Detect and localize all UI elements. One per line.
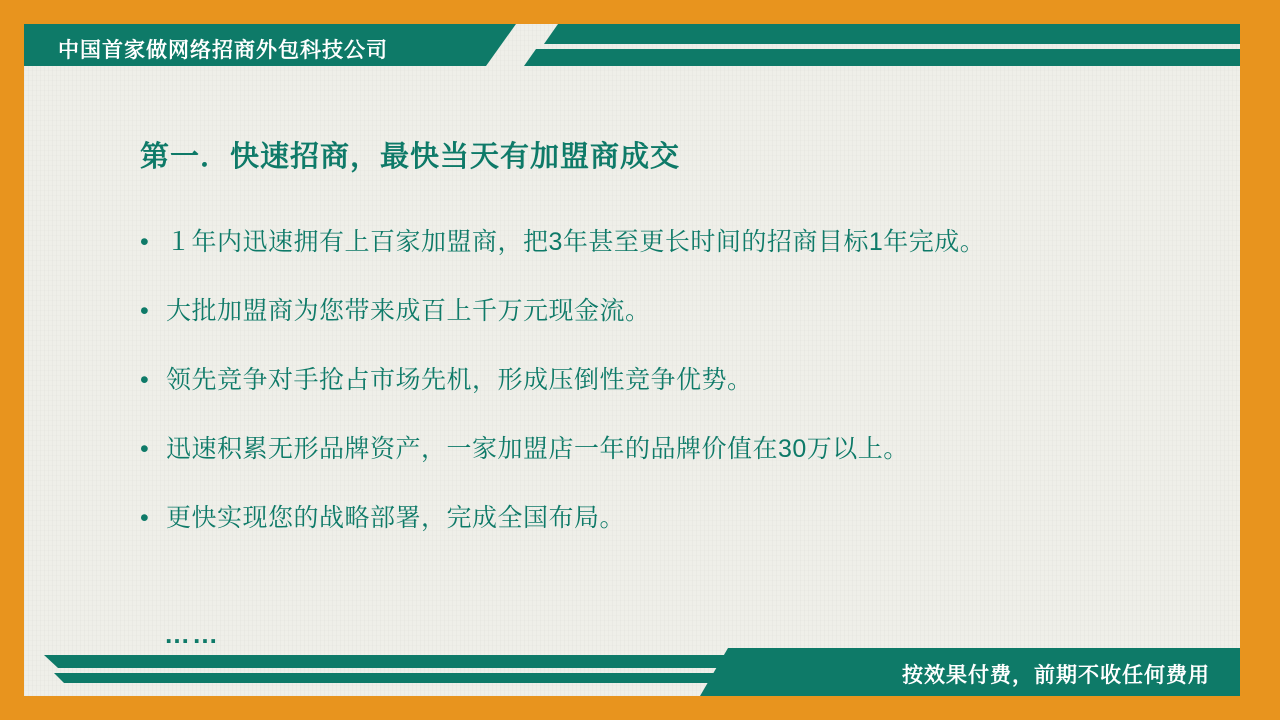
bullet-marker-icon: • <box>140 366 149 394</box>
bullet-marker-icon: • <box>140 504 149 532</box>
list-item <box>140 502 1220 534</box>
bullet-marker-icon: • <box>140 297 149 325</box>
list-item-label: 领先竞争对手抢占市场先机，形成压倒性竞争优势。 <box>166 366 753 394</box>
slide-body <box>24 66 1240 649</box>
list-item-label: 更快实现您的战略部署，完成全国布局。 <box>166 504 626 532</box>
list-item-label: 大批加盟商为您带来成百上千万元现金流。 <box>166 297 651 325</box>
continuation-ellipsis: …… <box>164 619 220 649</box>
bullet-list <box>140 226 1220 571</box>
list-item-label: 迅速积累无形品牌资产，一家加盟店一年的品牌价值在30万以上。 <box>166 435 909 463</box>
header-title: 中国首家做网络招商外包科技公司 <box>58 39 388 62</box>
list-item <box>140 226 1220 258</box>
list-item <box>140 364 1220 396</box>
header-decor-stripe-lower <box>524 49 1240 66</box>
list-item <box>140 295 1220 327</box>
section-heading: 第一．快速招商，最快当天有加盟商成交 <box>140 141 681 173</box>
footer-note: 按效果付费，前期不收任何费用 <box>902 664 1210 687</box>
header-decor-stripe-upper <box>544 24 1240 44</box>
bullet-marker-icon: • <box>140 435 149 463</box>
footer-decor-stripe-upper <box>44 655 760 668</box>
bullet-marker-icon: • <box>140 228 149 256</box>
list-item <box>140 433 1220 465</box>
footer-decor-stripe-lower <box>54 673 734 683</box>
slide-header <box>24 24 1240 66</box>
slide-footer <box>24 640 1240 696</box>
list-item-label: １年内迅速拥有上百家加盟商，把3年甚至更长时间的招商目标1年完成。 <box>166 228 986 256</box>
